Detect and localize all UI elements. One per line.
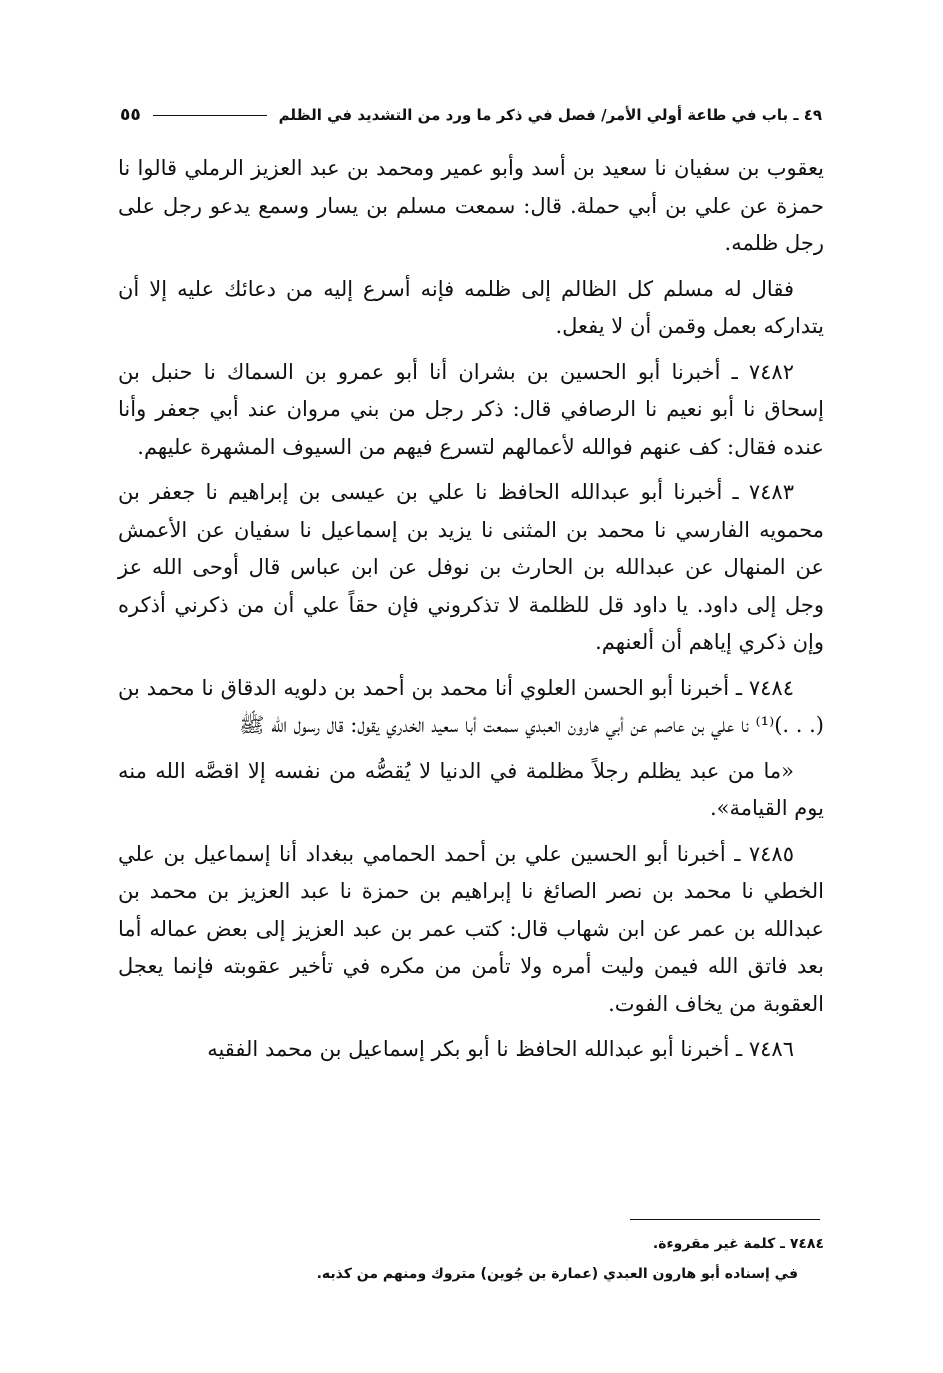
running-title: ٤٩ ـ باب في طاعة أولي الأمر/ فصل في ذكر ما ورد من التشديد في الظلم <box>278 106 822 124</box>
footnotes <box>118 1229 824 1289</box>
hadith-7484: ٧٤٨٤ ـ أخبرنا أبو الحسن العلوي أنا محمد بن أحمد بن دلويه الدقاق نا محمد بن (. . .)⁽¹⁾ نا علي بن عاصم عن أبي هارون العبدي سمعت أبا سعيد الخدري يقول: قال رسول الله ﷺ <box>118 675 824 737</box>
footnote-2: في إسناده أبو هارون العبدي (عمارة بن جُوين) متروك ومنهم من كذبه. <box>316 1266 798 1282</box>
paragraph: فقال له مسلم كل الظالم إلى ظلمه فإنه أسرع إليه من دعائك عليه إلا أن يتداركه بعمل وقمن أن لا يفعل. <box>118 276 824 338</box>
page-header <box>120 98 822 132</box>
hadith-7486: ٧٤٨٦ ـ أخبرنا أبو عبدالله الحافظ نا أبو بكر إسماعيل بن محمد الفقيه <box>207 1037 794 1061</box>
hadith-quote: «ما من عبد يظلم رجلاً مظلمة في الدنيا لا يُقصُّه من نفسه إلا اقصَّه الله منه يوم القيامة». <box>118 758 824 820</box>
header-rule <box>153 115 267 116</box>
paragraph-continuation: يعقوب بن سفيان نا سعيد بن أسد وأبو عمير ومحمد بن عبد العزيز الرملي قالوا نا حمزة عن علي بن أبي حملة. قال: سمعت مسلم بن يسار وسمع يدعو رجل على رجل ظلمه. <box>118 156 824 255</box>
hadith-7483: ٧٤٨٣ ـ أخبرنا أبو عبدالله الحافظ نا علي بن عيسى بن إبراهيم نا جعفر بن محمويه الفارسي نا محمد بن المثنى نا يزيد بن إسماعيل نا سفيان عن الأعمش عن المنهال عن عبدالله بن الحارث بن نوفل عن ابن عباس قال أوحى الله عز وجل إلى داود. يا داود قل للظلمة لا تذكروني فإن حقاً علي أن من ذكرني أذكره وإن ذكري إياهم أن ألعنهم. <box>118 480 824 654</box>
footnote-1: ٧٤٨٤ ـ كلمة غير مقروءة. <box>652 1236 824 1252</box>
hadith-7485: ٧٤٨٥ ـ أخبرنا أبو الحسين علي بن أحمد الحمامي ببغداد أنا إسماعيل بن علي الخطي نا محمد بن نصر الصائغ نا إبراهيم بن حمزة نا عبد العزيز بن محمد بن عبدالله بن عمر عن ابن شهاب قال: كتب عمر بن عبد العزيز إلى بعض عماله أما بعد فاتق الله فيمن وليت أمره ولا تأمن من مكره في تأخير عقوبته فإنما يعجل العقوبة من يخاف الفوت. <box>118 841 824 1016</box>
page-number: ٥٥ <box>120 105 141 125</box>
footnote-separator <box>630 1219 820 1220</box>
body-text <box>118 150 824 1077</box>
hadith-7482: ٧٤٨٢ ـ أخبرنا أبو الحسين بن بشران أنا أبو عمرو بن السماك نا حنبل بن إسحاق نا أبو نعيم نا الرصافي قال: ذكر رجل من بني مروان عند أبي جعفر وأنا عنده فقال: كف عنهم فوالله لأعمالهم لتسرع فيهم من السيوف المشهرة عليهم. <box>118 359 824 459</box>
